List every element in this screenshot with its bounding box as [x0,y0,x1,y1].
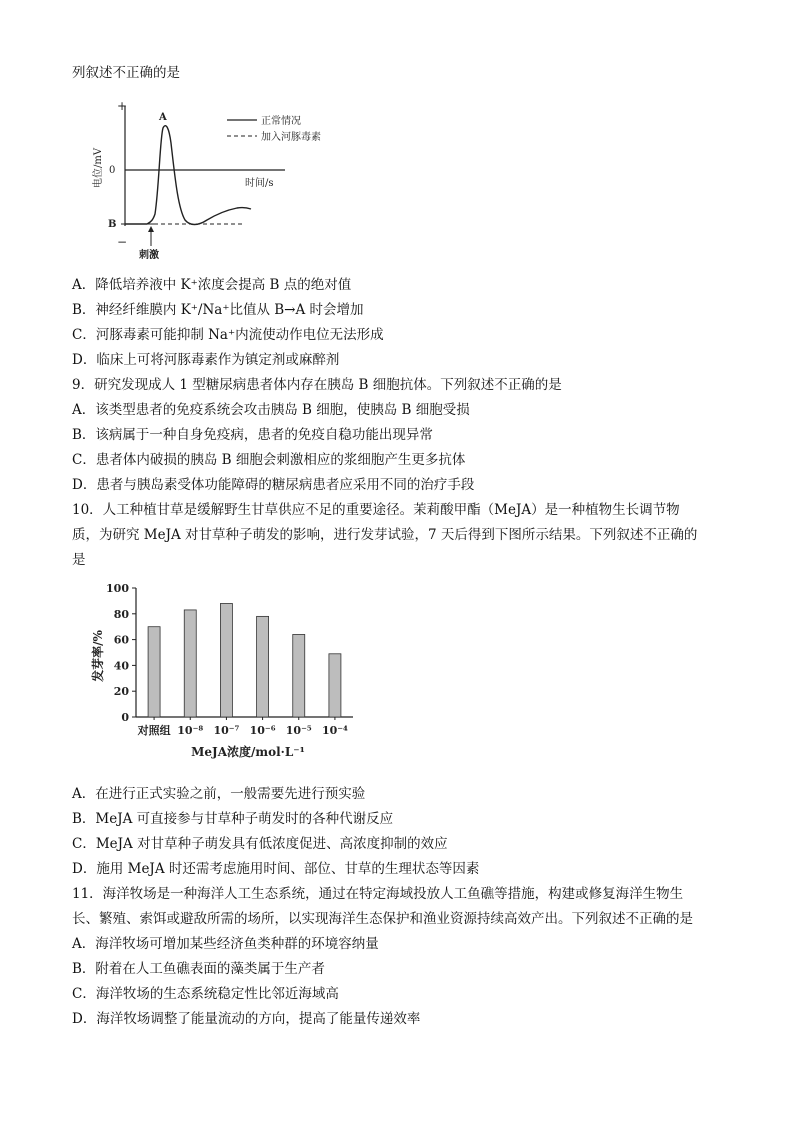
y-tick-label: 0 [121,711,129,724]
y-axis-label: 电位/mV [93,147,104,189]
q11-stem-line-2: 长、繁殖、索饵或避敌所需的场所，以实现海洋生态保护和渔业资源持续高效产出。下列叙述不正确的是 [72,911,693,927]
bar [220,603,232,717]
q8-option-b: B．神经纤维膜内 K⁺/Na⁺比值从 B→A 时会增加 [72,302,364,318]
point-b-label: B [108,219,117,230]
y-minus-label: − [117,235,128,249]
x-tick-label: 10⁻⁴ [321,724,348,737]
legend-normal: 正常情况 [261,116,301,127]
y-tick-label: 40 [113,659,129,673]
q9-option-d: D．患者与胰岛素受体功能障碍的糖尿病患者应采用不同的治疗手段 [72,477,475,493]
q11-option-b: B．附着在人工鱼礁表面的藻类属于生产者 [72,961,325,977]
q8-option-c: C．河豚毒素可能抑制 Na⁺内流使动作电位无法形成 [72,327,384,343]
question-8-tail: 列叙述不正确的是 [72,65,180,81]
q10-option-a: A．在进行正式实验之前，一般需要先进行预实验 [72,786,366,802]
q10-stem-line-1: 10．人工种植甘草是缓解野生甘草供应不足的重要途径。茉莉酸甲酯（MeJA）是一种植物生长调节物 [72,502,680,518]
q9-option-b: B．该病属于一种自身免疫病，患者的免疫自稳功能出现异常 [72,427,433,443]
q8-option-d: D．临床上可将河豚毒素作为镇定剂或麻醉剂 [72,352,340,368]
x-tick-label: 10⁻⁶ [249,724,276,737]
point-a-label: A [159,112,167,123]
y-tick-label: 60 [113,633,129,647]
y-tick-label: 100 [106,582,129,595]
x-tick-label: 10⁻⁵ [285,724,312,737]
q10-option-b: B．MeJA 可直接参与甘草种子萌发时的各种代谢反应 [72,811,394,827]
y-tick-label: 80 [113,607,129,621]
y-tick-label: 20 [113,685,129,699]
action-potential-figure [93,98,335,261]
q10-option-c: C．MeJA 对甘草种子萌发具有低浓度促进、高浓度抑制的效应 [72,836,448,852]
bar [257,616,269,717]
bar [329,654,341,717]
bar [148,627,160,717]
zero-label: 0 [109,165,116,176]
q10-stem-line-3: 是 [72,552,86,568]
stimulus-label: 刺激 [139,250,159,261]
chart-x-label: MeJA浓度/mol·L⁻¹ [191,745,305,759]
bar [184,610,196,717]
q11-option-a: A．海洋牧场可增加某些经济鱼类种群的环境容纳量 [72,936,379,952]
q11-stem-line-1: 11．海洋牧场是一种海洋人工生态系统，通过在特定海域投放人工鱼礁等措施，构建或修复海洋生物生 [72,886,684,902]
q10-stem-line-2: 质，为研究 MeJA 对甘草种子萌发的影响，进行发芽试验，7 天后得到下图所示结果。下列叙述不正确的 [72,527,698,543]
chart-y-label: 发芽率/% [91,630,105,682]
x-tick-label: 对照组 [137,724,171,737]
germination-bar-chart [88,578,368,764]
q10-option-d: D．施用 MeJA 时还需考虑施用时间、部位、甘草的生理状态等因素 [72,861,480,877]
x-tick-label: 10⁻⁷ [213,724,240,737]
legend-toxin: 加入河豚毒素 [261,132,321,143]
bar [293,634,305,717]
x-tick-label: 10⁻⁸ [177,724,204,737]
q9-option-a: A．该类型患者的免疫系统会攻击胰岛 B 细胞，使胰岛 B 细胞受损 [72,402,470,418]
q9-stem: 9．研究发现成人 1 型糖尿病患者体内存在胰岛 B 细胞抗体。下列叙述不正确的是 [72,377,562,393]
q11-option-c: C．海洋牧场的生态系统稳定性比邻近海域高 [72,986,339,1002]
y-plus-label: + [117,99,128,113]
q9-option-c: C．患者体内破损的胰岛 B 细胞会刺激相应的浆细胞产生更多抗体 [72,452,466,468]
x-axis-label: 时间/s [245,178,274,189]
normal-curve [125,126,251,225]
q8-option-a: A．降低培养液中 K⁺浓度会提高 B 点的绝对值 [72,277,352,293]
q11-option-d: D．海洋牧场调整了能量流动的方向，提高了能量传递效率 [72,1011,421,1027]
